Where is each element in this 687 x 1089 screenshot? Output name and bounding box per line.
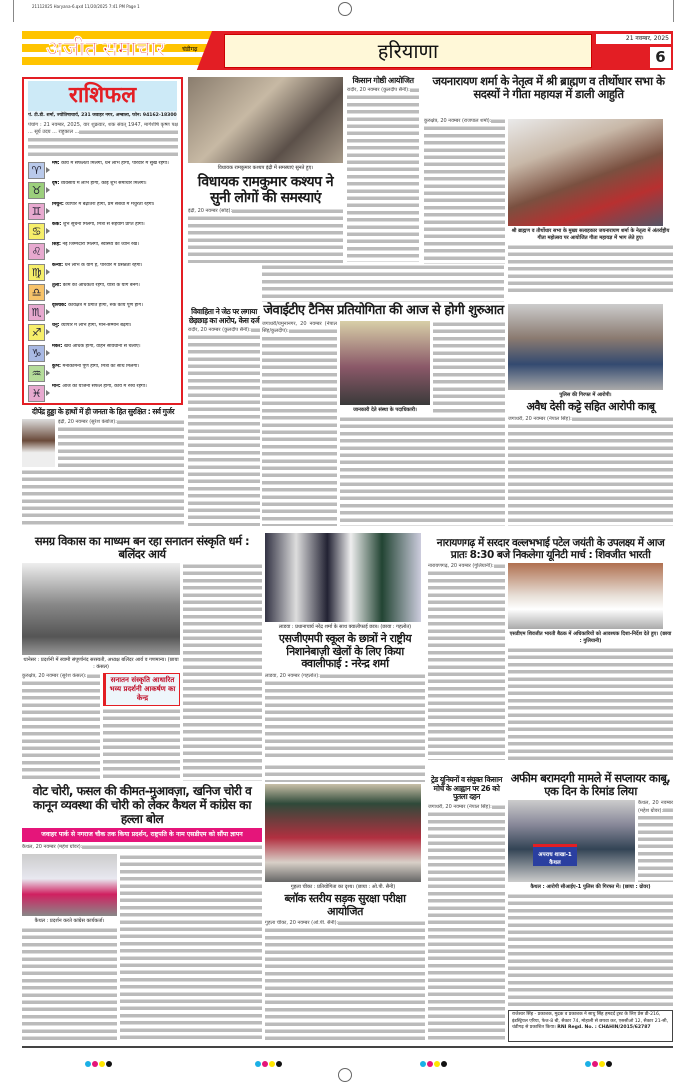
zodiac-forecast: कार्य में सफलता मिलेगी, धन लाभ होगा, परिवार में सुख रहेगा। [61, 161, 169, 166]
zodiac-row [28, 161, 178, 181]
zodiac-text [52, 283, 178, 303]
article-kisan [347, 76, 419, 262]
arrow-icon [46, 167, 50, 173]
news-photo [508, 563, 663, 629]
archer-icon: ♐ [28, 324, 45, 341]
ram-icon: ♈ [28, 162, 45, 179]
news-photo [508, 304, 663, 390]
zodiac-name: कर्क: [52, 221, 62, 227]
lion-icon: ♌ [28, 243, 45, 260]
scorpion-icon: ♏ [28, 304, 45, 321]
zodiac-forecast: शुभ सूचना मिलेगी, मित्रों से सहयोग प्राप्त होगा। [62, 221, 145, 227]
article-body: रादौर, 20 नवम्बर (कुलदीप सैनी): [347, 87, 419, 262]
article-katta [508, 304, 673, 526]
headline: किसान गोष्ठी आयोजित [352, 76, 414, 85]
zodiac-text [52, 161, 178, 181]
zodiac-row [28, 283, 178, 303]
arrow-icon [46, 208, 50, 214]
arrow-icon [46, 248, 50, 254]
water-bearer-icon: ♒ [28, 365, 45, 382]
article-sgmp [265, 533, 425, 760]
article-body: कैथल, 20 नवम्बर (महेश ग्रोवर): [638, 800, 673, 882]
headline: ट्रेड यूनियनों व संयुक्त किसान मोर्चे के आह्वान पर 26 को पुतला दहन [431, 775, 502, 802]
article-body: रादौर, 20 नवम्बर (कुलदीप सैनी): [188, 327, 260, 526]
article-body: गुहला चीका, 20 नवम्बर (ओ.पी. सैनी): [265, 920, 425, 1040]
zodiac-row [28, 263, 178, 283]
zodiac-row [28, 384, 178, 404]
section-title: हरियाणा [224, 34, 592, 68]
article-body [120, 854, 262, 1040]
article-body [508, 647, 673, 760]
article-road [265, 764, 425, 1040]
crab-icon: ♋ [28, 223, 45, 240]
arrow-icon [46, 228, 50, 234]
headline: नारायणगढ़ में सरदार वल्लभभाई पटेल जयंती के उपलक्ष्य में आज प्रातः 8:30 बजे निकलेगा यूनिटी मार्च : शिवजीत भारती [436, 537, 665, 562]
zodiac-name: तुला: [52, 282, 62, 288]
crop-mark [673, 0, 674, 22]
news-photo [265, 784, 421, 882]
article-body [22, 927, 117, 1040]
zodiac-name: मकर: [52, 343, 63, 349]
police-banner: अपराध शाखा-1 कैथल [533, 844, 577, 866]
photo-caption: गुहला चीका : प्रतियोगिता का दृश्य। (छाया : ओ.पी. सैनी) [290, 884, 396, 890]
zodiac-name: मेष: [52, 161, 60, 166]
headline: विवाहिता ने जेठ पर लगाया छेड़छाड़ का आरोप, केस दर्ज [188, 307, 260, 325]
zodiac-name: धनु: [52, 323, 60, 329]
zodiac-text [52, 263, 178, 283]
arrow-icon [46, 269, 50, 275]
article-body [103, 708, 180, 781]
zodiac-forecast: आज की योजना सफल होगी, कार्य में रुचि रहेगी। [62, 384, 147, 390]
zodiac-name: वृश्चिक: [52, 303, 67, 309]
astrologer-info: पं. टी.डी. शर्मा, ज्योतिषाचार्य, 231 जवाहर नगर, अम्बाला, फोन: 94162-18300 [28, 113, 177, 118]
zodiac-row [28, 323, 178, 343]
rashifal-title: राशिफल [28, 81, 177, 111]
zodiac-text [52, 242, 178, 262]
article-tennis [262, 304, 505, 526]
headline: समग्र विकास का माध्यम बन रहा सनातन संस्कृति धर्म : बलिंदर आर्य [34, 534, 250, 562]
article-vivahita [188, 308, 260, 526]
maiden-icon: ♍ [28, 264, 45, 281]
article-body [508, 893, 673, 1007]
article-body: नारायणगढ़, 20 नवम्बर (गुलियानी): [428, 563, 505, 760]
zodiac-forecast: काम की अधिकता रहेगी, यात्रा के योग बनेंगे। [62, 282, 140, 288]
news-photo [188, 77, 343, 163]
subheadline-bar: जवाहर पार्क से नगराज चौक तक किया प्रदर्शन, राष्ट्रपति के नाम एसडीएम को सौंपा ज्ञापन [22, 828, 262, 842]
zodiac-name: सिंह: [52, 242, 61, 248]
zodiac-row [28, 202, 178, 222]
headline: अवैध देसी कट्टे सहित आरोपी काबू [526, 400, 655, 413]
zodiac-row [28, 181, 178, 201]
highlight-box: सनातन संस्कृति आधारित भव्य प्रदर्शनी आकर्षण का केन्द्र [103, 673, 180, 706]
article-afeem [508, 772, 673, 1007]
article-gita-photo [508, 119, 673, 292]
imprint-text: राजेश्वर सिंह - प्रकाशक, मुद्रक व प्रकाशक ने साधु सिंह हमदर्द ट्रस्ट के लिए प्रेस डी-216, इंडस्ट्रियल एरिया, फेज-8 बी, सैक्टर 74, मोहाली से छपवा कर, एससीओ 12, सैक्टर 21-सी, चंडीगढ़ से प्रकाशित किया। [512, 1012, 669, 1031]
arrow-icon [46, 370, 50, 376]
scales-icon: ♎ [28, 284, 45, 301]
article-body: जगाधरी/यमुनानगर, 20 नवम्बर (नेपाल सिंह/कुलदीप): [262, 321, 337, 526]
arrow-icon [46, 309, 50, 315]
zodiac-text [52, 222, 178, 242]
photo-caption: थानेसर : प्रदर्शनी में स्वामी संपूर्णानंद सरस्वती, अध्यक्ष बलिंदर आर्य व गणमान्य। (छाया : कंसल) [23, 657, 179, 671]
crop-mark [13, 0, 14, 22]
zodiac-row [28, 303, 178, 323]
arrow-icon [46, 329, 50, 335]
headline: विधायक रामकुमार कश्यप ने सुनी लोगों की समस्याएं [197, 174, 334, 207]
zodiac-forecast: व्यापार में बढ़ोतरी होगी, प्रेम संबंधों में मधुरता रहेगी। [65, 201, 155, 207]
registration-mark [338, 2, 352, 16]
zodiac-row [28, 222, 178, 242]
bull-icon: ♉ [28, 182, 45, 199]
zodiac-text [52, 181, 178, 201]
article-congress [22, 785, 262, 1040]
photo-caption: लाडवा : प्रधानाचार्य नरेंद्र शर्मा के साथ क्वालीफाई छात्र। (छाया : गहलोत) [278, 624, 412, 630]
article-body [508, 244, 673, 292]
article-union [428, 776, 505, 1040]
zodiac-row [28, 364, 178, 384]
zodiac-name: मीन: [52, 384, 61, 390]
color-registration-dots [585, 1052, 613, 1071]
photo-caption: श्री ब्राह्मण व तीर्थोधार सभा के मुख्य सलाहकार जयनारायण शर्मा के नेतृत्व में अंतर्राष्ट्रीय गीता महोत्सव पर आयोजित गीता महायज्ञ में भाग लेते हुए। [511, 228, 670, 241]
zodiac-forecast: मनोकामना पूर्ण होगी, मित्रों का साथ मिलेगा। [62, 364, 140, 369]
zodiac-name: कुंभ: [52, 364, 61, 369]
zodiac-name: वृष: [52, 181, 60, 187]
masthead [22, 31, 673, 70]
article-body: लाडवा, 20 नवम्बर (गहलोत): [265, 673, 425, 760]
issue-date: 21 नवम्बर, 2025 [596, 34, 671, 44]
zodiac-forecast: व्यापार में लाभ होगा, मान-सम्मान बढ़ेगा। [61, 323, 132, 329]
headline: एसजीएमपी स्कूल के छात्रों ने राष्ट्रीय निशानेबाज़ी खेलों के लिए किया क्वालीफाई : नरेन्द्र शर्मा [278, 632, 412, 671]
article-body [265, 764, 425, 782]
article-body [22, 469, 184, 526]
imprint-box [508, 1010, 673, 1042]
color-registration-dots [85, 1052, 113, 1071]
photo-caption: एसडीएम शिवजीत भारती बैठक में अधिकारियों को आवश्यक दिशा-निर्देश देते हुए। (छाया : गुलियानी) [509, 631, 672, 645]
print-slug: 21112025 Haryana-6.qxd 11/20/2025 7:41 PM Page 1 [32, 4, 140, 9]
news-photo [265, 533, 421, 622]
article-body: कुरुक्षेत्र, 20 नवम्बर (सुरेश कंसल): [22, 673, 100, 781]
zodiac-text [52, 202, 178, 222]
article-body [433, 321, 505, 414]
article-hooda [22, 408, 184, 526]
photo-caption: विधायक रामकुमार कश्यप इंद्री में समस्याएं सुनते हुए। [217, 165, 314, 171]
zodiac-forecast: नई जिम्मेदारी मिलेगी, स्वास्थ्य का ध्यान रखें। [62, 242, 139, 248]
photo-caption: कैथल : प्रदर्शन करते कांग्रेस कार्यकर्ता। [34, 918, 105, 925]
arrow-icon [46, 350, 50, 356]
article-body: इंद्री, 20 नवम्बर (सुरेश कंबोज): [58, 419, 184, 467]
photo-caption: पुलिस की गिरफ्त में आरोपी। [559, 392, 612, 398]
headline: वोट चोरी, फसल की कीमत-मुआवज़ा, खनिज चोरी व कानून व्यवस्था की चोरी को लेकर कैथल में कांग्रेस का हल्ला बोल [32, 784, 252, 826]
article-body: कुरुक्षेत्र, 20 नवम्बर (राजपाल शर्मा): [424, 118, 505, 264]
headline: दीपेंद्र हुड्डा के हाथों में ही जनता के हित सुरक्षित : सर्व गुर्जर [31, 407, 175, 416]
headline: जयनारायण शर्मा के नेतृत्व में श्री ब्राह्मण व तीर्थोधार सभा के सदस्यों ने गीता महायज्ञ में डाली आहुति [432, 74, 665, 102]
registration-mark [338, 1068, 352, 1082]
panchang-text: पंचांग : 21 नवम्बर, 2025, वार शुक्रवार, शक संवत् 1947, मार्गशीर्ष कृष्ण पक्ष ... सूर्य उदय ... राहुकाल ... [28, 122, 178, 158]
color-registration-dots [420, 1052, 448, 1071]
edition-city: चंडीगढ़ [182, 46, 198, 53]
zodiac-name: कन्या: [52, 262, 64, 268]
rashifal-box [22, 77, 183, 405]
portrait-photo [22, 419, 55, 467]
article-body [183, 563, 262, 781]
headline: अफीम बरामदगी मामले में सप्लायर काबू, एक दिन के रिमांड लिया [510, 771, 671, 799]
zodiac-forecast: धन लाभ के योग हैं, परिवार में प्रसन्नता रहेगी। [64, 262, 143, 268]
zodiac-row [28, 344, 178, 364]
zodiac-text [52, 384, 178, 404]
fish-icon: ♓ [28, 385, 45, 402]
arrow-icon [46, 390, 50, 396]
zodiac-text [52, 303, 178, 323]
zodiac-row [28, 242, 178, 262]
article-body: इंद्री, 20 नवम्बर (सोड़): [188, 208, 343, 263]
zodiac-name: मिथुन: [52, 201, 64, 207]
zodiac-forecast: खर्च अधिक होगा, वाहन सावधानी से चलाएं। [63, 343, 141, 349]
zodiac-forecast: व्यवसाय में लाभ होगा, कोई शुभ समाचार मिलेगा। [60, 181, 147, 187]
footer-rule [22, 1046, 673, 1048]
color-registration-dots [255, 1052, 283, 1071]
news-photo [508, 119, 663, 226]
arrow-icon [46, 289, 50, 295]
article-kashyap [188, 77, 343, 263]
news-photo [22, 854, 117, 916]
photo-caption: कैथल : आरोपी सीआईए-1 पुलिस की गिरफ्त में। (छाया : ग्रोवर) [530, 884, 651, 891]
arrow-icon [46, 187, 50, 193]
news-photo [22, 563, 180, 655]
news-photo [508, 800, 635, 882]
page-number: 6 [650, 47, 671, 68]
news-photo [340, 321, 430, 405]
headline: ब्लॉक स्तरीय सड़क सुरक्षा परीक्षा आयोजित [284, 892, 406, 918]
photo-caption: जानकारी देते संस्था के पदाधिकारी। [353, 406, 417, 413]
zodiac-forecast: कार्यक्षेत्र में प्रगति होगी, रुके कार्य पूर्ण होंगे। [68, 303, 143, 309]
goat-icon: ♑ [28, 345, 45, 362]
headline: जेवाईटीए टैनिस प्रतियोगिता की आज से होगी शुरुआत [263, 303, 504, 318]
zodiac-text [52, 364, 178, 384]
article-body [340, 416, 505, 526]
rni-number: RNI Regd. No. : CHAHIN/2015/62787 [557, 1025, 651, 1031]
article-body: जगाधरी, 20 नवम्बर (नेपाल सिंह): [428, 804, 505, 1040]
article-unity [428, 537, 673, 760]
article-body: जगाधरी, 20 नवम्बर (नेपाल सिंह): [508, 416, 673, 526]
twins-icon: ♊ [28, 203, 45, 220]
article-sanatan [22, 535, 262, 781]
zodiac-text [52, 323, 178, 343]
article-body [262, 264, 504, 302]
zodiac-text [52, 344, 178, 364]
newspaper-logo: अजीत समाचार [46, 36, 166, 61]
article-body: कैथल, 20 नवम्बर (महेश ग्रोवर): [22, 844, 262, 852]
